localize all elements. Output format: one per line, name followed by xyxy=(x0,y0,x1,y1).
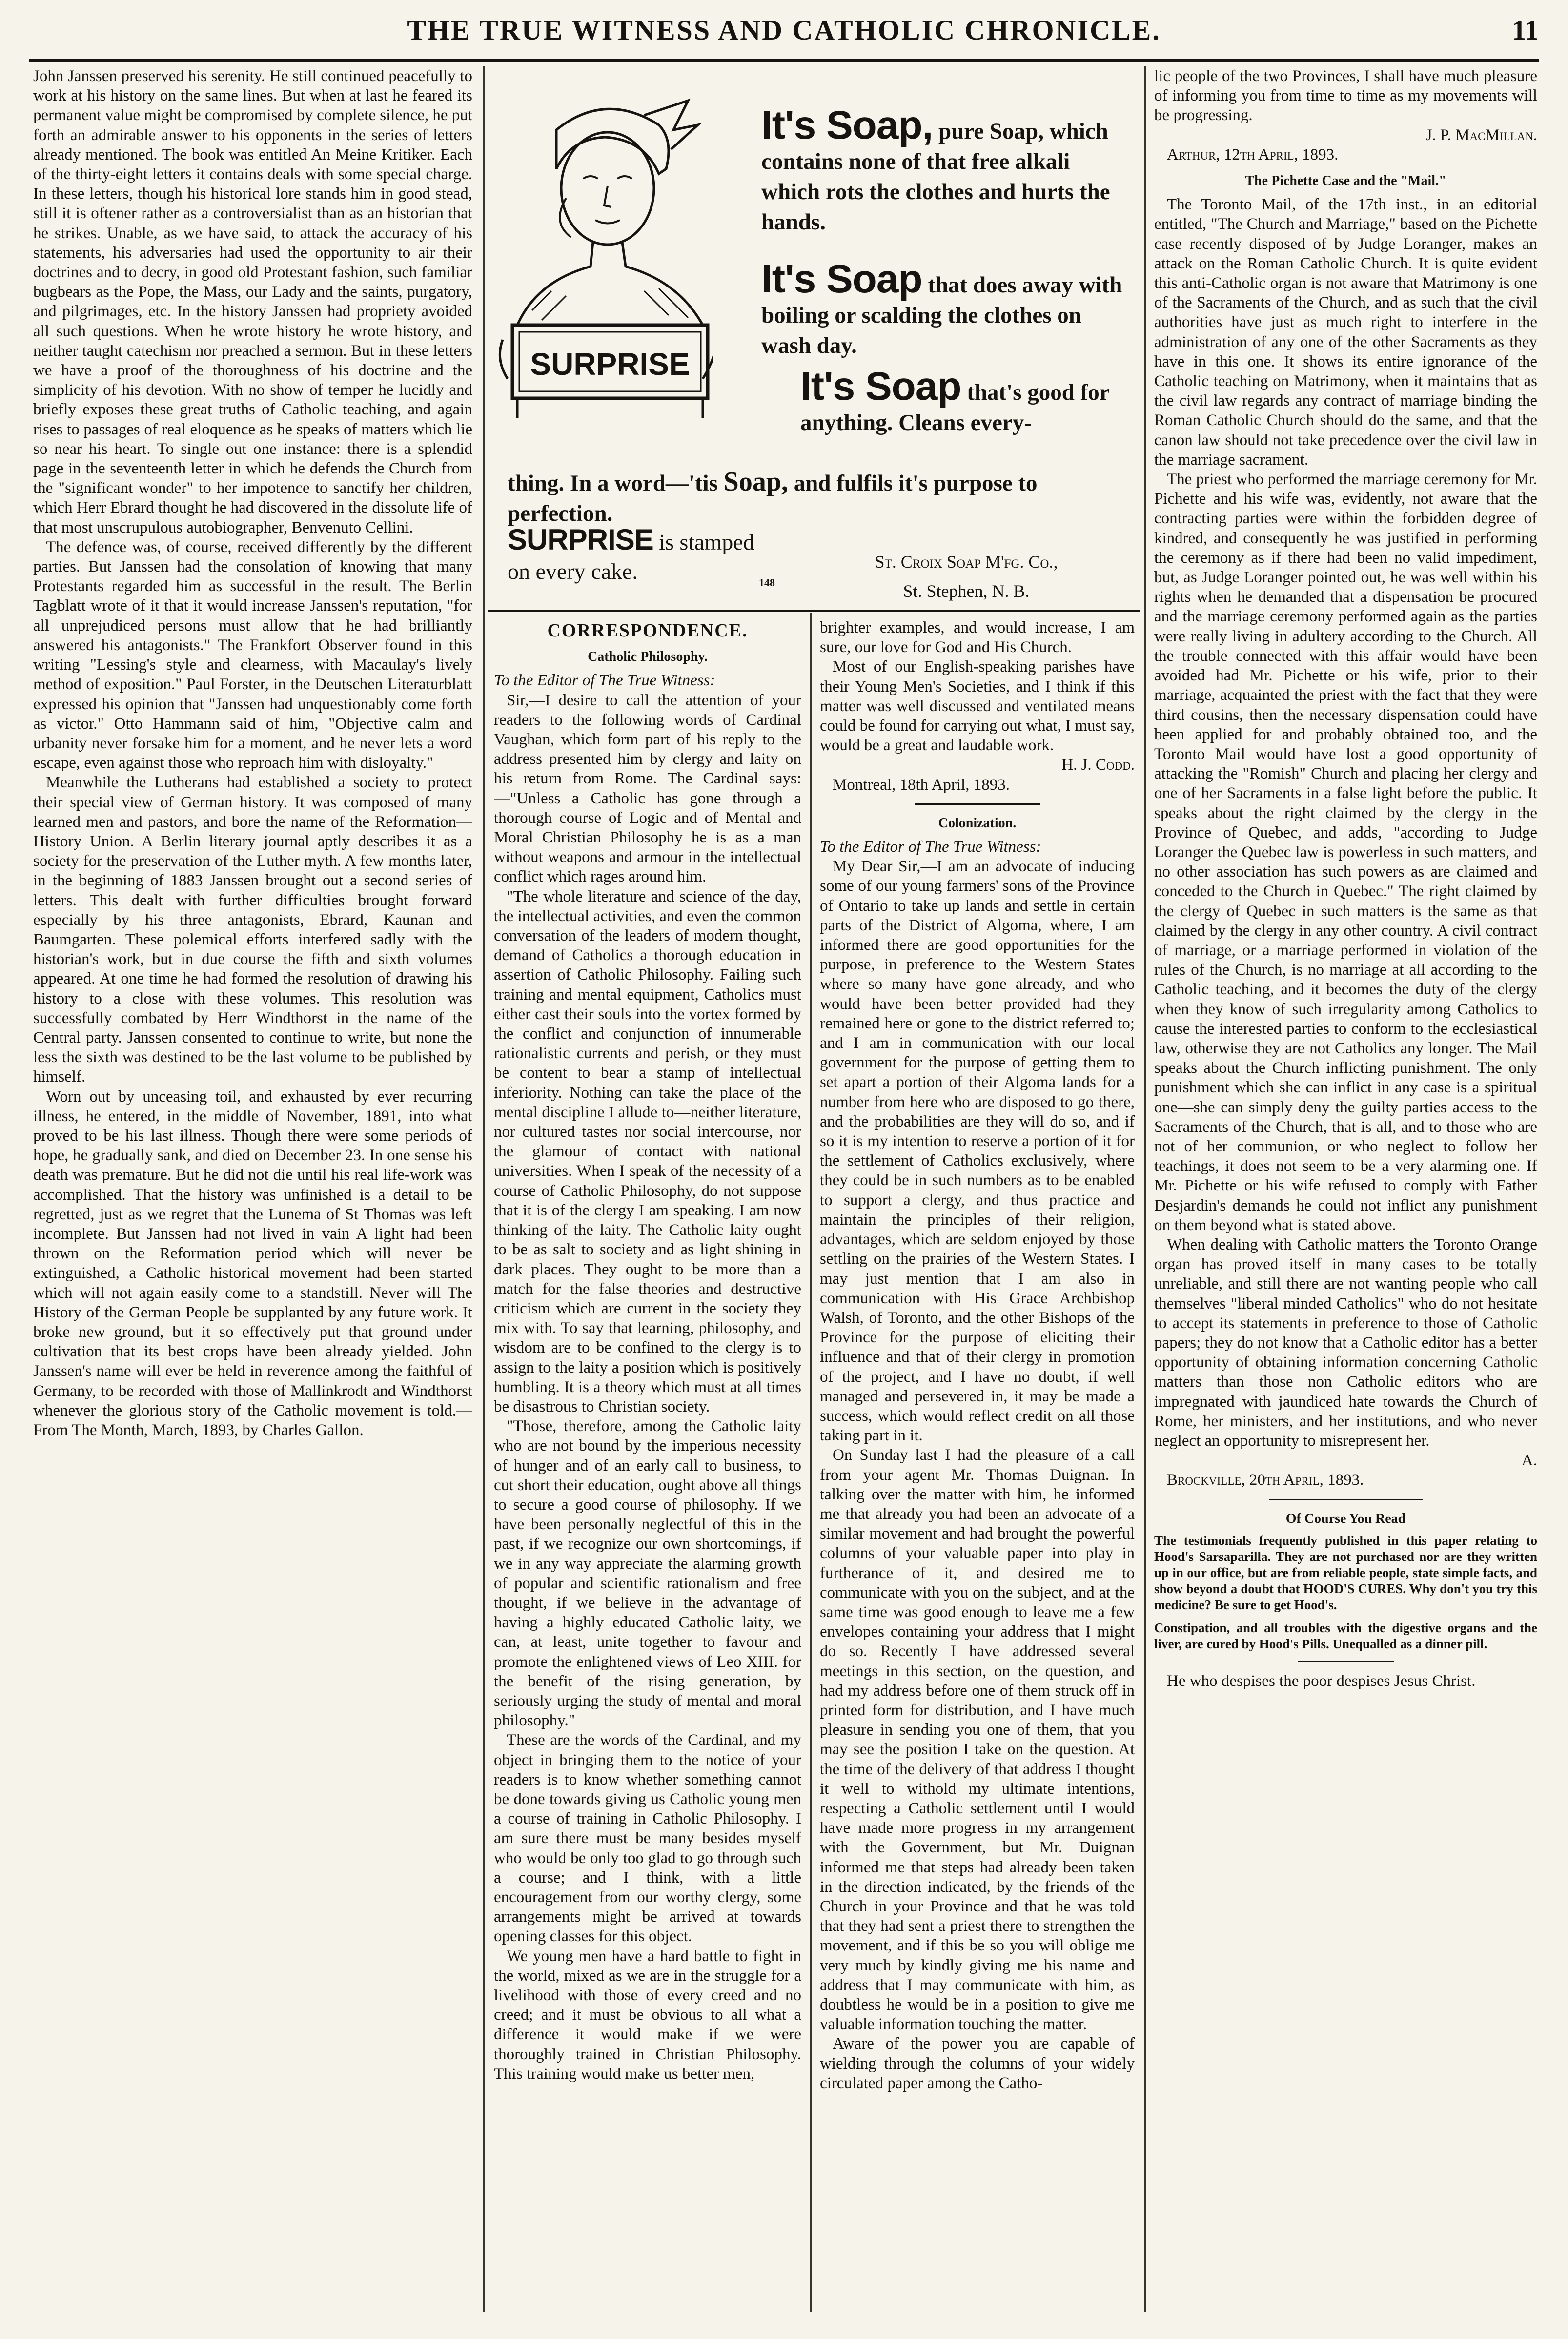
ad-block-5 xyxy=(508,525,781,586)
ad-text-4a: thing. In a word—'tis xyxy=(508,471,724,496)
ad-block-1 xyxy=(761,103,1132,237)
letter-dateline: Arthur, 12th April, 1893. xyxy=(1167,145,1339,164)
article-paragraph: The defence was, of course, received differently by the different parties. But Janssen had the consolation of knowing that many Protestants regarded him as successful in the result. The Berlin Tagblatt wrote of it that it would increase Janssen's reputation, "for all unprejudiced persons must allow that he had brilliantly answered his antagonists." The Frankfort Observer found in this writing "Lessing's style and clearness, with Macaulay's lively method of exposition." Paul Forster, in the Deutschen Literaturblatt expressed his opinion that "Janssen had unquestionably come forth as victor." Otto Hammann said of him, "Objective calm and urbanity never forsake him for a moment, and he never lets a word escape, even against those who reproach him with disloyalty." xyxy=(33,538,472,772)
hoods-notice: The testimonials frequently published in this paper relating to Hood's Sarsaparilla. They are not purchased nor are they written up in our office, but are from reliable people, state simple facts, and show beyond a doubt that HOOD'S CURES. Why don't you try this medicine? Be sure to get Hood's. xyxy=(1154,1533,1537,1612)
ad-block-2 xyxy=(761,257,1132,361)
article-paragraph: brighter examples, and would increase, I am sure, our love for God and His Church. xyxy=(820,619,1135,657)
column-divider xyxy=(810,613,812,2312)
letter-title: Colonization. xyxy=(938,815,1017,831)
ad-text-3: that's good for anything. Cleans every- xyxy=(800,380,1109,435)
article-paragraph: On Sunday last I had the pleasure of a call from your agent Mr. Thomas Duignan. In talking over the matter with him, he informed me that already you had been an advocate of a similar movement and had brought the powerful columns of your valuable paper into play in furtherance of it, and desired me to communicate with you on the subject, and at the same time was good enough to leave me a few envelopes containing your address that I might do so. Recently I have addressed several meetings in this section, on the question, and had my address before one of them struck off in printed form for distribution, and I have much pleasure in sending you one of them, that you may see the position I take on the question. At the time of the delivery of that address I thought it well to withold my ultimate intentions, respecting a Catholic settlement until I would have made more progress in my arrangement with the Government, but Mr. Duignan informed me that steps had already been taken in the direction indicated, by the friends of the Church in your Province and that he was told that they had sent a priest there to strengthen the movement, and if this be so you will oblige me very much by kindly giving me his name and address that I may communicate with him, as doubtless he would be in a position to give me valuable information touching the matter. xyxy=(820,1446,1135,2033)
article-paragraph: The priest who performed the marriage ceremony for Mr. Pichette and his wife was, evidently, not aware that the contracting parties were within the forbidden degree of kindred, and consequently he was justified in performing the ceremony as if there had been no valid impediment, but, as Judge Loranger pointed out, he was well within his rights when he demanded that a dispensation be procured and the marriage ceremony performed again as the parties were really living in adultery according to the Church. All the trouble connected with this affair would have been avoided had Mr. Pichette or his wife, prior to their marriage, acquainted the priest with the fact that they were third cousins, then the necessary dispensation could have been applied for and probably obtained too, and the Toronto Mail would have lost a good opportunity of attacking the "Romish" Church and placing her clergy and one of her Sacraments in a false light before the public. It speaks about the right claimed by the clergy in the Province of Quebec, and adds, "according to Judge Loranger the Quebec law is powerless in such matters, and no other association has such powers as are claimed and conceded to the Church in Quebec." The right claimed by the clergy of Quebec in such matters is the same as that claimed by the clergy in any other country. A civil contract of marriage, or a marriage performed in violation of the rules of the Church, is no marriage at all according to the Catholic teaching, and it becomes the duty of the clergy when they know of such irregularity among Catholics to cause the interested parties to conform to the ecclesiastical law, otherwise they are not Catholics any longer. The Mail speaks about the Church inflicting punishment. The only punishment which she can inflict in any case is a spiritual one—she can simply deny the guilty parties access to the Sacraments of the Church, that is all, and to those who are not of her communion, or who neglect to follow her teachings, it does not seem to be a very alarming one. If Mr. Pichette or his wife refused to comply with Father Desjardin's demands he could not inflict any punishment on them beyond what is stated above. xyxy=(1154,471,1537,1234)
closing-maxim: He who despises the poor despises Jesus Christ. xyxy=(1167,1672,1476,1690)
ad-block-3 xyxy=(800,364,1132,438)
ad-text-4b: and fulfils it's purpose to perfection. xyxy=(508,471,1038,526)
surprise-soap-advertisement xyxy=(488,66,1142,608)
section-rule xyxy=(1298,1661,1393,1662)
ad-its-soap-3: It's Soap xyxy=(800,364,961,409)
company-name: St. Croix Soap M'fg. Co., xyxy=(875,552,1058,572)
article-paragraph: Aware of the power you are capable of wielding through the columns of your widely circulated paper among the Catho- xyxy=(820,2035,1135,2092)
ad-number: 148 xyxy=(759,576,775,589)
hoods-pills-notice: Constipation, and all troubles with the digestive organs and the liver, are cured by Hood's Pills. Unequalled as a dinner pill. xyxy=(1154,1620,1537,1651)
letter-dateline: Brockville, 20th April, 1893. xyxy=(1167,1471,1364,1489)
advertisement-rule xyxy=(488,610,1140,612)
ad-text-5: is stamped on every cake. xyxy=(508,530,754,584)
soap-bar-label: SURPRISE xyxy=(530,347,690,382)
ad-text-2: that does away with boiling or scalding the clothes on wash day. xyxy=(761,272,1122,358)
letter-addressee: To the Editor of The True Witness: xyxy=(820,838,1041,856)
article-paragraph: We young men have a hard battle to fight in the world, mixed as we are in the struggle for a livelihood with those of every creed and no creed; and it must be obvious to all what a difference it would make if we were thoroughly trained in Christian Philosophy. This training would make us better men, xyxy=(494,1947,801,2083)
woman-with-soap-illustration xyxy=(498,96,713,432)
ad-company xyxy=(830,547,1103,606)
column-3-correspondence xyxy=(820,618,1135,2321)
ad-block-4 xyxy=(508,467,1142,529)
masthead xyxy=(29,12,1539,57)
letter-signature: H. J. Codd. xyxy=(1061,756,1135,774)
ad-its-soap-1: It's Soap, xyxy=(761,103,933,147)
article-paragraph: Sir,—I desire to call the attention of your readers to the following words of Cardinal Vaughan, which form part of his reply to the address presented him by clergy and laity on his return from Rome. The Cardinal says:—"Unless a Catholic has gone through a thorough course of Logic and of Mental and Moral Christian Philosophy he is as a man without weapons and armour in the intellectual conflict which rages around him. xyxy=(494,691,801,886)
article-paragraph: Meanwhile the Lutherans had established a society to protect their special view of German history. It was composed of many learned men and pastors, and bore the name of the Reformation—History Union. A Berlin literary journal aptly describes it as a society for the preservation of the Luther myth. A few months later, in the beginning of 1883 Janssen brought out a second series of letters. This dealt with further difficulties brought forward especially by his three antagonists, Ebrard, Kaunan and Baumgarten. These polemical efforts interfered sadly with the historian's work, but in due course the fifth and sixth volumes appeared. At one time he had formed the resolution of drawing his history to a close with these volumes. This resolution was successfully combated by Herr Windthorst in the name of the Central party. Janssen consented to continue to write, but none the less the sixth was destined to be the last volume to be published by himself. xyxy=(33,774,472,1086)
article-paragraph: John Janssen preserved his serenity. He still continued peacefully to work at his history on the same lines. But when at last he feared its permanent value might be compromised by complete silence, he put forth an admirable answer to his opponents in the series of letters already mentioned. The book was entitled An Meine Kritiker. Each of the thirty-eight letters it contains deals with some special charge. In these letters, though his historical lore stands him in good stead, still it is oftener rather as a controversialist than as an historian that he strikes. Unable, as we have said, to attack the accuracy of his statements, his adversaries had used the opportunity to air their doctrines and to decry, in good old Protestant fashion, such familiar bugbears as the Pope, the Mass, our Lady and the saints, purgatory, and pilgrimages, etc. In the history Janssen had propriety avoided all such questions. When he wrote history he wrote history, and neither taught catechism nor preached a sermon. But in these letters we have a proof of the thoroughness of his doctrine and the simplicity of his devotion. With no show of temper he lucidly and briefly exposes these great truths of Catholic teaching, and again rises to passages of real eloquence as he speaks of matters which lie so near his heart. To single out one instance: there is a splendid page in the seventeenth letter in which he defends the Church from the "significant wonder" to her impotence to sanctify her children, which Herr Ebrard thought he had discovered in the dissolute life of that most unscrupulous autobiographer, Benvenuto Cellini. xyxy=(33,67,472,536)
column-2-correspondence xyxy=(494,618,801,2321)
article-paragraph: Most of our English-speaking parishes have their Young Men's Societies, and I think if this matter was well discussed and ventilated means could be found for carrying out what, I must say, would be a great and laudable work. xyxy=(820,658,1135,755)
company-place: St. Stephen, N. B. xyxy=(903,581,1030,601)
ad-surprise-brand: SURPRISE xyxy=(508,523,653,556)
section-heading: CORRESPONDENCE. xyxy=(547,620,748,641)
article-paragraph: These are the words of the Cardinal, and my object in bringing them to the notice of your readers is to know whether something cannot be done towards giving us Catholic young men a course of training in Catholic Philosophy. I am sure there must be many besides myself who would be only too glad to go through such a course; and I think, with a little encouragement from our worthy clergy, some arrangements might be arrived at towards opening classes for this object. xyxy=(494,1731,801,1946)
article-title: The Pichette Case and the "Mail." xyxy=(1245,173,1446,189)
notice-heading: Of Course You Read xyxy=(1285,1511,1406,1526)
article-paragraph: "The whole literature and science of the day, the intellectual activities, and even the common conversation of the leaders of modern thought, demand of Catholics a thorough education in assertion of Catholic Philosophy. Failing such training and mental equipment, Catholics must either cast their souls into the vortex formed by the conflict and conjunction of innumerable rationalistic currents and perish, or they must be content to bear a stamp of intellectual inferiority. Nothing can take the place of the mental discipline I allude to—neither literature, nor cultured tastes nor social intercourse, nor the glamour of contact with national universities. When I speak of the necessity of a course of Catholic Philosophy, do not suppose that it is of the clergy I am speaking. I am now thinking of the laity. The Catholic laity ought to be as salt to society and as light shining in dark places. They ought to be more than a match for the false theories and destructive criticism which are current in the society they mix with. To say that learning, philosophy, and wisdom are to be confined to the clergy is to assign to the laity a position which is positively humbling. It is a theory which must at all times be disastrous to Christian society. xyxy=(494,887,801,1416)
page-number: 11 xyxy=(1512,14,1539,46)
newspaper-title: THE TRUE WITNESS AND CATHOLIC CHRONICLE. xyxy=(407,14,1161,46)
letter-signature: J. P. MacMillan. xyxy=(1425,126,1537,144)
article-paragraph: When dealing with Catholic matters the Toronto Orange organ has proved itself in many cases to be totally unreliable, and still there are not wanting people who call themselves "liberal minded Catholics" who do not hesitate to accept its statements in preference to those of Catholic papers; they do not know that a Catholic editor has a better opportunity of obtaining information concerning Catholic matters than those non Catholic editors who are impregnated with jaundiced hate towards the Church of Rome, her ministers, and her institutions, and who never neglect an opportunity to misrepresent her. xyxy=(1154,1235,1537,1450)
letter-addressee: To the Editor of The True Witness: xyxy=(494,672,715,690)
article-paragraph: The Toronto Mail, of the 17th inst., in an editorial entitled, "The Church and Marriage," based on the Pichette case recently disposed of by Judge Loranger, makes an attack on the Roman Catholic Church. It is quite evident this anti-Catholic organ is not aware that Matrimony is one of the Sacraments of the Church, and as such that the civil authorities have just as much right to interfere in the administration of any one of the other Sacraments as they have in this one. It shows its entire ignorance of the Catholic teaching on Matrimony, when it maintains that as the civil law regards any contract of marriage binding the Roman Catholic Church should do the same, and that the canon law should not take precedence over the civil law in the marriage sacrament. xyxy=(1154,196,1537,469)
article-paragraph: "Those, therefore, among the Catholic laity who are not bound by the imperious necessity of hunger and of an early call to business, to cut short their education, ought above all things to secure a good course of philosophy. If we have been personally neglectful of this in the past, if we recognize our own shortcomings, if we in any way appreciate the alarming growth of popular and scientific rationalism and free thought, if we believe in the advantage of having a highly educated Catholic laity, we can, at least, unite together to favour and promote the enlightened views of Leo XIII. for the benefit of the rising generation, by seriously urging the study of mental and moral philosophy." xyxy=(494,1417,801,1730)
section-rule xyxy=(915,803,1040,805)
column-divider xyxy=(1144,66,1146,2312)
article-paragraph: Worn out by unceasing toil, and exhausted by ever recurring illness, he entered, in the middle of November, 1891, into what proved to be his last illness. Though there were some periods of hope, he gradually sank, and died on December 23. In one sense his death was premature. But he did not die until his real life-work was accomplished. That the history was unfinished is a detail to be regretted, just as we regret that the Lunema of St Thomas was left incomplete. But Janssen had not lived in vain A light had been thrown on the Reformation period which will never be extinguished, a Catholic historical movement had been started which will not again easily come to a standstill. Never will The History of the German People be supplanted by any future work. It broke new ground, but it so effectively put that ground under cultivation that its best crops have been already yielded. John Janssen's name will ever be held in reverence among the faithful of Germany, to be recorded with those of Mallinkrodt and Windthorst whenever the glorious story of the Catholic movement is told.—From The Month, March, 1893, by Charles Gallon. xyxy=(33,1087,472,1439)
letter-title: Catholic Philosophy. xyxy=(588,649,708,665)
article-paragraph: My Dear Sir,—I am an advocate of inducing some of our young farmers' sons of the Province of Ontario to take up lands and settle in certain parts of the District of Algoma, where, I am informed there are good opportunities for the purpose, in preference to the Western States where so many have gone already, and who would have been better provided had they remained here or gone to the district referred to; and I am in communication with our local government for the purpose of getting them to set apart a portion of their Algoma lands for a number from here who are disposed to go there, and the probabilities are they will do so, and if so it is my intention to reserve a portion of it for the settlement of Catholics exclusively, where they could be in such numbers as to be enabled to support a clergy, and thus practice and maintain the principles of their religion, advantages, which are seldom enjoyed by those settling on the prairies of the Western States. I may just mention that I am also in communication with His Grace Archbishop Walsh, of Toronto, and the other Bishops of the Province for the purpose of eliciting their influence and that of their clergy in promotion of the project, and I have no doubt, if well managed and persevered in, it may be made a success, which would reflect credit on all those taking part in it. xyxy=(820,858,1135,1445)
column-4-articles xyxy=(1154,66,1537,2321)
column-divider xyxy=(483,66,485,2312)
ad-text-1: pure Soap, which contains none of that free alkali which rots the clothes and hurts the hands. xyxy=(761,119,1110,235)
ad-its-soap-2: It's Soap xyxy=(761,257,922,301)
letter-dateline: Montreal, 18th April, 1893. xyxy=(833,776,1010,794)
letter-signature: A. xyxy=(1521,1452,1537,1470)
column-1-article xyxy=(33,66,472,2321)
ad-soap-word: Soap, xyxy=(723,467,788,497)
masthead-rule xyxy=(29,59,1539,62)
article-paragraph: lic people of the two Provinces, I shall have much pleasure of informing you from time to time as my movements will be progressing. xyxy=(1154,67,1537,124)
section-rule xyxy=(1269,1499,1423,1500)
